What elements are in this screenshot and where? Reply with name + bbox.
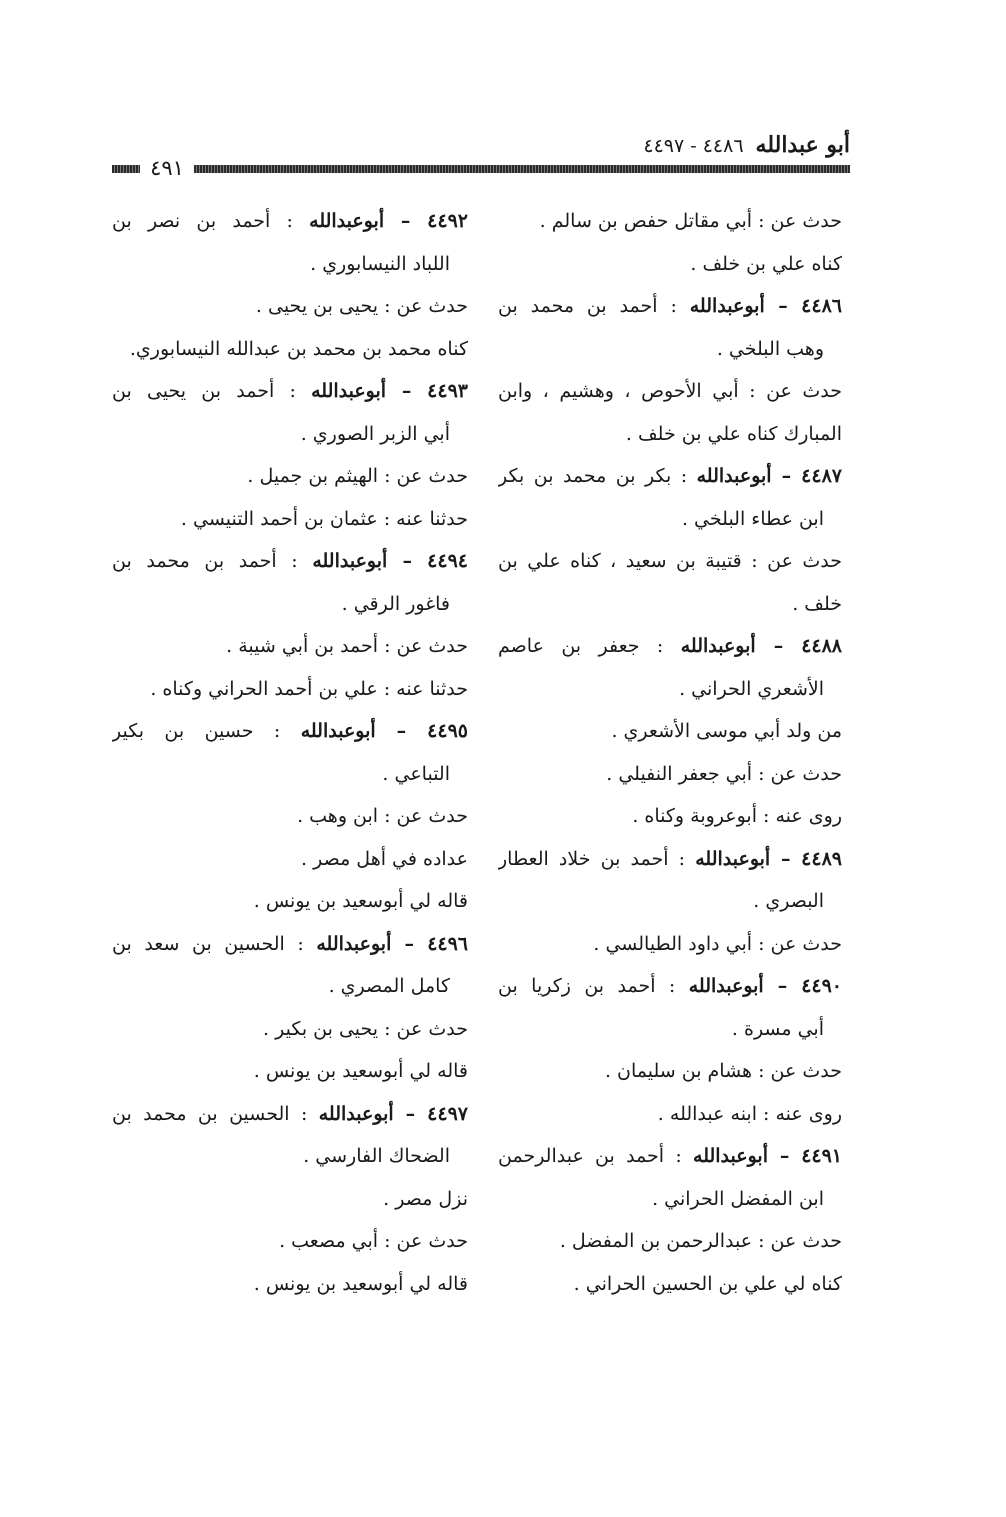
text-line: ابن عطاء البلخي . (681, 507, 824, 530)
text-line: حدثنا عنه : عثمان بن أحمد التنيسي . (180, 507, 468, 530)
entry-number: ٤٤٨٨ (801, 635, 842, 657)
entry-name-text: : أحمد بن عبدالرحمن (498, 1145, 682, 1167)
text-line: الضحاك الفارسي . (303, 1145, 450, 1167)
entry-number: ٤٤٩٣ (427, 380, 468, 402)
entry-kunya: أبوعبدالله (311, 380, 387, 402)
entry-kunya: أبوعبدالله (689, 295, 765, 317)
entry-heading: ٤٤٩٣ – أبوعبدالله : أحمد بن يحيى بن (112, 380, 468, 402)
entry-heading: ٤٤٩٦ – أبوعبدالله : الحسين بن سعد بن (112, 932, 468, 955)
page-header (112, 132, 850, 180)
text-line: عداده في أهل مصر . (301, 847, 468, 870)
entry-kunya: أبوعبدالله (300, 720, 376, 742)
entry-number: ٤٤٨٦ (801, 295, 842, 317)
text-line: حدث عن : أحمد بن أبي شيبة . (226, 635, 468, 657)
page-number: ٤٩١ (150, 156, 184, 180)
entry-number: ٤٤٨٩ (801, 847, 842, 870)
entry-number: ٤٤٩٤ (427, 550, 468, 572)
entry-number: ٤٤٩٦ (427, 932, 468, 955)
entry-heading: ٤٤٨٩ – أبوعبدالله : أحمد بن خلاد العطار (498, 847, 842, 870)
entry-kunya: أبوعبدالله (312, 550, 388, 572)
text-line: كناه علي بن خلف . (690, 252, 842, 275)
text-line: حدث عن : أبي جعفر النفيلي . (606, 762, 842, 785)
text-line: قاله لي أبوسعيد بن يونس . (253, 890, 468, 912)
running-head (643, 132, 850, 158)
entry-name-text: : حسين بن بكير (112, 720, 281, 742)
entry-kunya: أبوعبدالله (309, 210, 385, 232)
entry-number: ٤٤٩٠ (801, 975, 842, 997)
text-line: نزل مصر . (383, 1187, 468, 1210)
text-line: كناه لي علي بن الحسين الحراني . (573, 1272, 842, 1295)
text-line: فاغور الرقي . (341, 592, 450, 615)
entry-heading: ٤٤٩٧ – أبوعبدالله : الحسين بن محمد بن (112, 1102, 468, 1125)
entry-heading: ٤٤٨٦ – أبوعبدالله : أحمد بن محمد بن (498, 295, 842, 317)
text-line: حدث عن : ابن وهب . (297, 805, 468, 827)
text-line: حدث عن : أبي مقاتل حفص بن سالم . (539, 210, 842, 232)
entry-heading: ٤٤٩١ – أبوعبدالله : أحمد بن عبدالرحمن (498, 1145, 842, 1167)
entry-name-text: : أحمد بن نصر بن (112, 210, 293, 232)
entry-name-text: : أحمد بن يحيى بن (112, 380, 296, 402)
text-line: حدث عن : هشام بن سليمان . (604, 1060, 842, 1082)
entry-kunya: أبوعبدالله (688, 975, 764, 997)
entry-heading: ٤٤٩٤ – أبوعبدالله : أحمد بن محمد بن (112, 550, 468, 572)
text-line: الأشعري الحراني . (679, 677, 824, 700)
entry-heading: ٤٤٩٠ – أبوعبدالله : أحمد بن زكريا بن (498, 975, 842, 997)
entry-name-text: : أحمد بن خلاد العطار (498, 847, 686, 870)
entry-kunya: أبوعبدالله (693, 1145, 768, 1167)
entry-name-text: : الحسين بن سعد بن (112, 932, 304, 955)
text-line: من ولد أبي موسى الأشعري . (611, 720, 842, 742)
text-line: حدث عن : الهيثم بن جميل . (247, 465, 468, 487)
text-line: حدثنا عنه : علي بن أحمد الحراني وكناه . (150, 677, 468, 700)
header-title: أبو عبدالله (755, 132, 850, 158)
entry-name-text: : أحمد بن محمد بن (112, 550, 298, 572)
entry-name-text: : بكر بن محمد بن بكر (498, 465, 688, 487)
header-rule (194, 165, 850, 173)
text-line: حدث عن : يحيى بن يحيى . (255, 295, 468, 317)
text-line: روى عنه : ابنه عبدالله . (657, 1102, 842, 1125)
text-line: كناه محمد بن محمد بن عبدالله النيسابوري. (129, 337, 468, 360)
header-rule-end (112, 165, 140, 173)
entry-heading: ٤٤٨٨ – أبوعبدالله : جعفر بن عاصم (498, 635, 842, 657)
text-line: حدث عن : أبي داود الطيالسي . (593, 932, 842, 955)
entry-kunya: أبوعبدالله (318, 1102, 394, 1125)
entry-number: ٤٤٩٥ (427, 720, 468, 742)
header-entry-range: ٤٤٨٦ - ٤٤٩٧ (643, 135, 744, 157)
text-line: كامل المصري . (328, 975, 450, 997)
text-line: ابن المفضل الحراني . (652, 1187, 824, 1210)
entry-number: ٤٤٩٢ (427, 210, 468, 232)
entry-heading: ٤٤٩٥ – أبوعبدالله : حسين بن بكير (112, 720, 468, 742)
text-line: حدث عن : قتيبة بن سعيد ، كناه علي بن (498, 550, 842, 572)
entry-heading: ٤٤٨٧ – أبوعبدالله : بكر بن محمد بن بكر (498, 465, 842, 487)
text-line: خلف . (792, 592, 842, 615)
text-line: روى عنه : أبوعروبة وكناه . (632, 805, 842, 827)
entry-name-text: : الحسين بن محمد بن (112, 1102, 308, 1125)
text-line: حدث عن : يحيى بن بكير . (263, 1017, 468, 1040)
text-line: أبي مسرة . (731, 1017, 824, 1040)
entry-heading: ٤٤٩٢ – أبوعبدالله : أحمد بن نصر بن (112, 210, 468, 232)
text-column-left (112, 200, 468, 1305)
entry-name-text: : جعفر بن عاصم (498, 635, 664, 657)
entry-kunya: أبوعبدالله (316, 932, 392, 955)
text-column-right (498, 200, 842, 1305)
text-line: وهب البلخي . (716, 337, 824, 360)
text-line: حدث عن : أبي مصعب . (279, 1230, 468, 1252)
text-line: قاله لي أبوسعيد بن يونس . (253, 1272, 468, 1295)
text-line: التباعي . (382, 762, 450, 785)
entry-kunya: أبوعبدالله (696, 465, 772, 487)
text-line: حدث عن : أبي الأحوص ، وهشيم ، وابن (498, 380, 842, 402)
entry-kunya: أبوعبدالله (695, 847, 771, 870)
text-line: حدث عن : عبدالرحمن بن المفضل . (559, 1230, 842, 1252)
entry-number: ٤٤٩٧ (427, 1102, 468, 1125)
text-line: أبي الزبر الصوري . (300, 422, 450, 445)
text-line: البصري . (753, 890, 824, 912)
text-line: قاله لي أبوسعيد بن يونس . (253, 1060, 468, 1082)
entry-name-text: : أحمد بن محمد بن (498, 295, 677, 317)
entry-kunya: أبوعبدالله (680, 635, 756, 657)
entry-name-text: : أحمد بن زكريا بن (498, 975, 676, 997)
text-line: المبارك كناه علي بن خلف . (625, 422, 842, 445)
text-line: اللباد النيسابوري . (310, 252, 450, 275)
entry-number: ٤٤٨٧ (801, 465, 842, 487)
entry-number: ٤٤٩١ (801, 1145, 842, 1167)
